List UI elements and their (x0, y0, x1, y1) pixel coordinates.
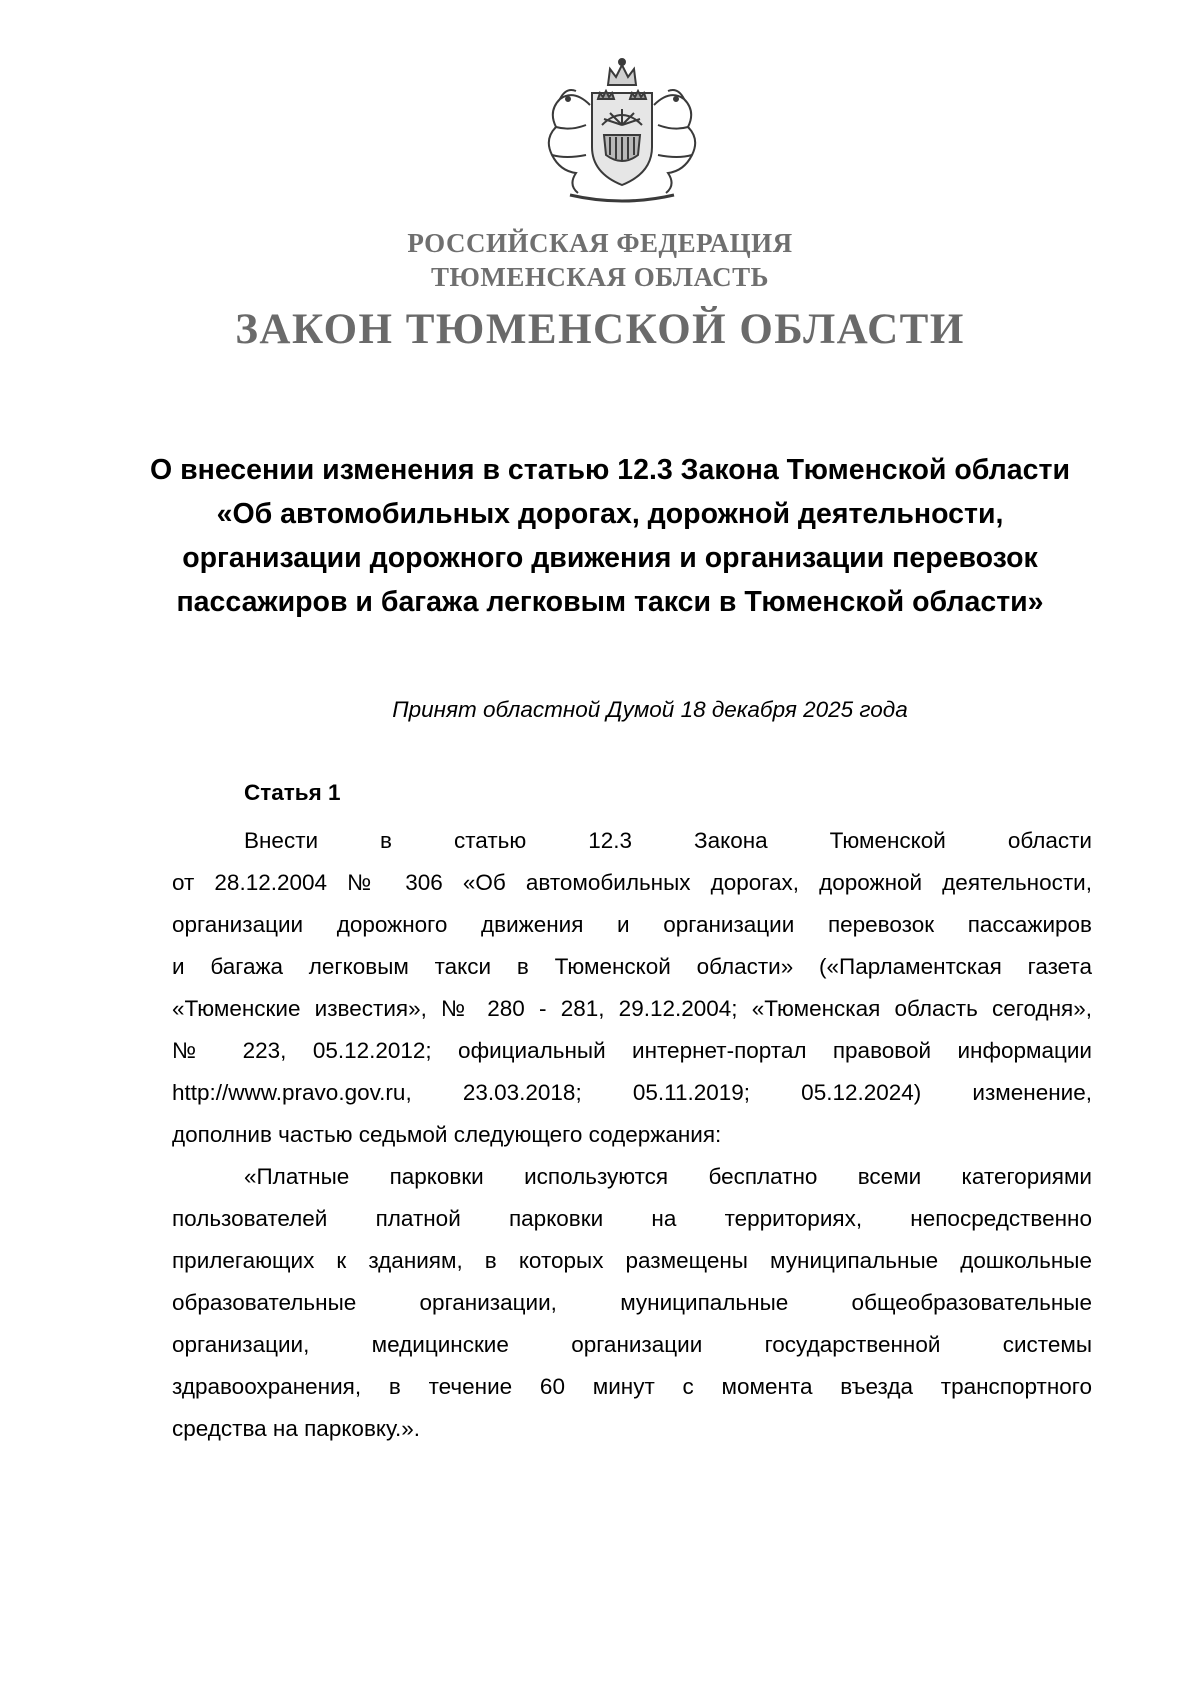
paragraph-line: средства на парковку.». (172, 1416, 421, 1441)
paragraph-line: дополнив частью седьмой следующего содержания: (172, 1122, 722, 1147)
article-paragraph-2 (172, 1156, 1092, 1450)
paragraph-line: пользователей платной парковки на территориях, непосредственно (172, 1206, 1092, 1231)
paragraph-line: «Платные парковки используются бесплатно всеми категориями (244, 1164, 1092, 1189)
adoption-note: Принят областной Думой 18 декабря 2025 года (392, 697, 908, 722)
paragraph-line: http://www.pravo.gov.ru, 23.03.2018; 05.11.2019; 05.12.2024) изменение, (172, 1080, 1092, 1105)
title-line: О внесении изменения в статью 12.3 Закона Тюменской области (150, 454, 1070, 486)
paragraph-line: и багажа легковым такси в Тюменской области» («Парламентская газета (172, 954, 1092, 979)
title-line: «Об автомобильных дорогах, дорожной деятельности, (216, 498, 1004, 530)
country-heading: РОССИЙСКАЯ ФЕДЕРАЦИЯ (407, 228, 793, 258)
paragraph-line: «Тюменские известия», № 280 - 281, 29.12.2004; «Тюменская область сегодня», (172, 996, 1092, 1021)
region-heading: ТЮМЕНСКАЯ ОБЛАСТЬ (430, 262, 770, 292)
law-title (150, 448, 1070, 624)
article-heading: Статья 1 (244, 780, 341, 805)
paragraph-line: организации дорожного движения и организации перевозок пассажиров (172, 912, 1092, 937)
paragraph-line: Внести в статью 12.3 Закона Тюменской области (244, 828, 1092, 853)
document-type-heading: ЗАКОН ТЮМЕНСКОЙ ОБЛАСТИ (235, 306, 965, 353)
paragraph-line: № 223, 05.12.2012; официальный интернет-портал правовой информации (172, 1038, 1092, 1063)
paragraph-line: от 28.12.2004 № 306 «Об автомобильных дорогах, дорожной деятельности, (172, 870, 1092, 895)
paragraph-line: прилегающих к зданиям, в которых размещены муниципальные дошкольные (172, 1248, 1092, 1273)
paragraph-line: образовательные организации, муниципальные общеобразовательные (172, 1290, 1092, 1315)
paragraph-line: организации, медицинские организации государственной системы (172, 1332, 1092, 1357)
article-paragraph-1 (172, 820, 1092, 1156)
title-line: организации дорожного движения и организации перевозок (182, 542, 1038, 574)
paragraph-line: здравоохранения, в течение 60 минут с момента въезда транспортного (172, 1374, 1092, 1399)
coat-of-arms-emblem (530, 55, 715, 205)
title-line: пассажиров и багажа легковым такси в Тюменской области» (176, 586, 1044, 618)
